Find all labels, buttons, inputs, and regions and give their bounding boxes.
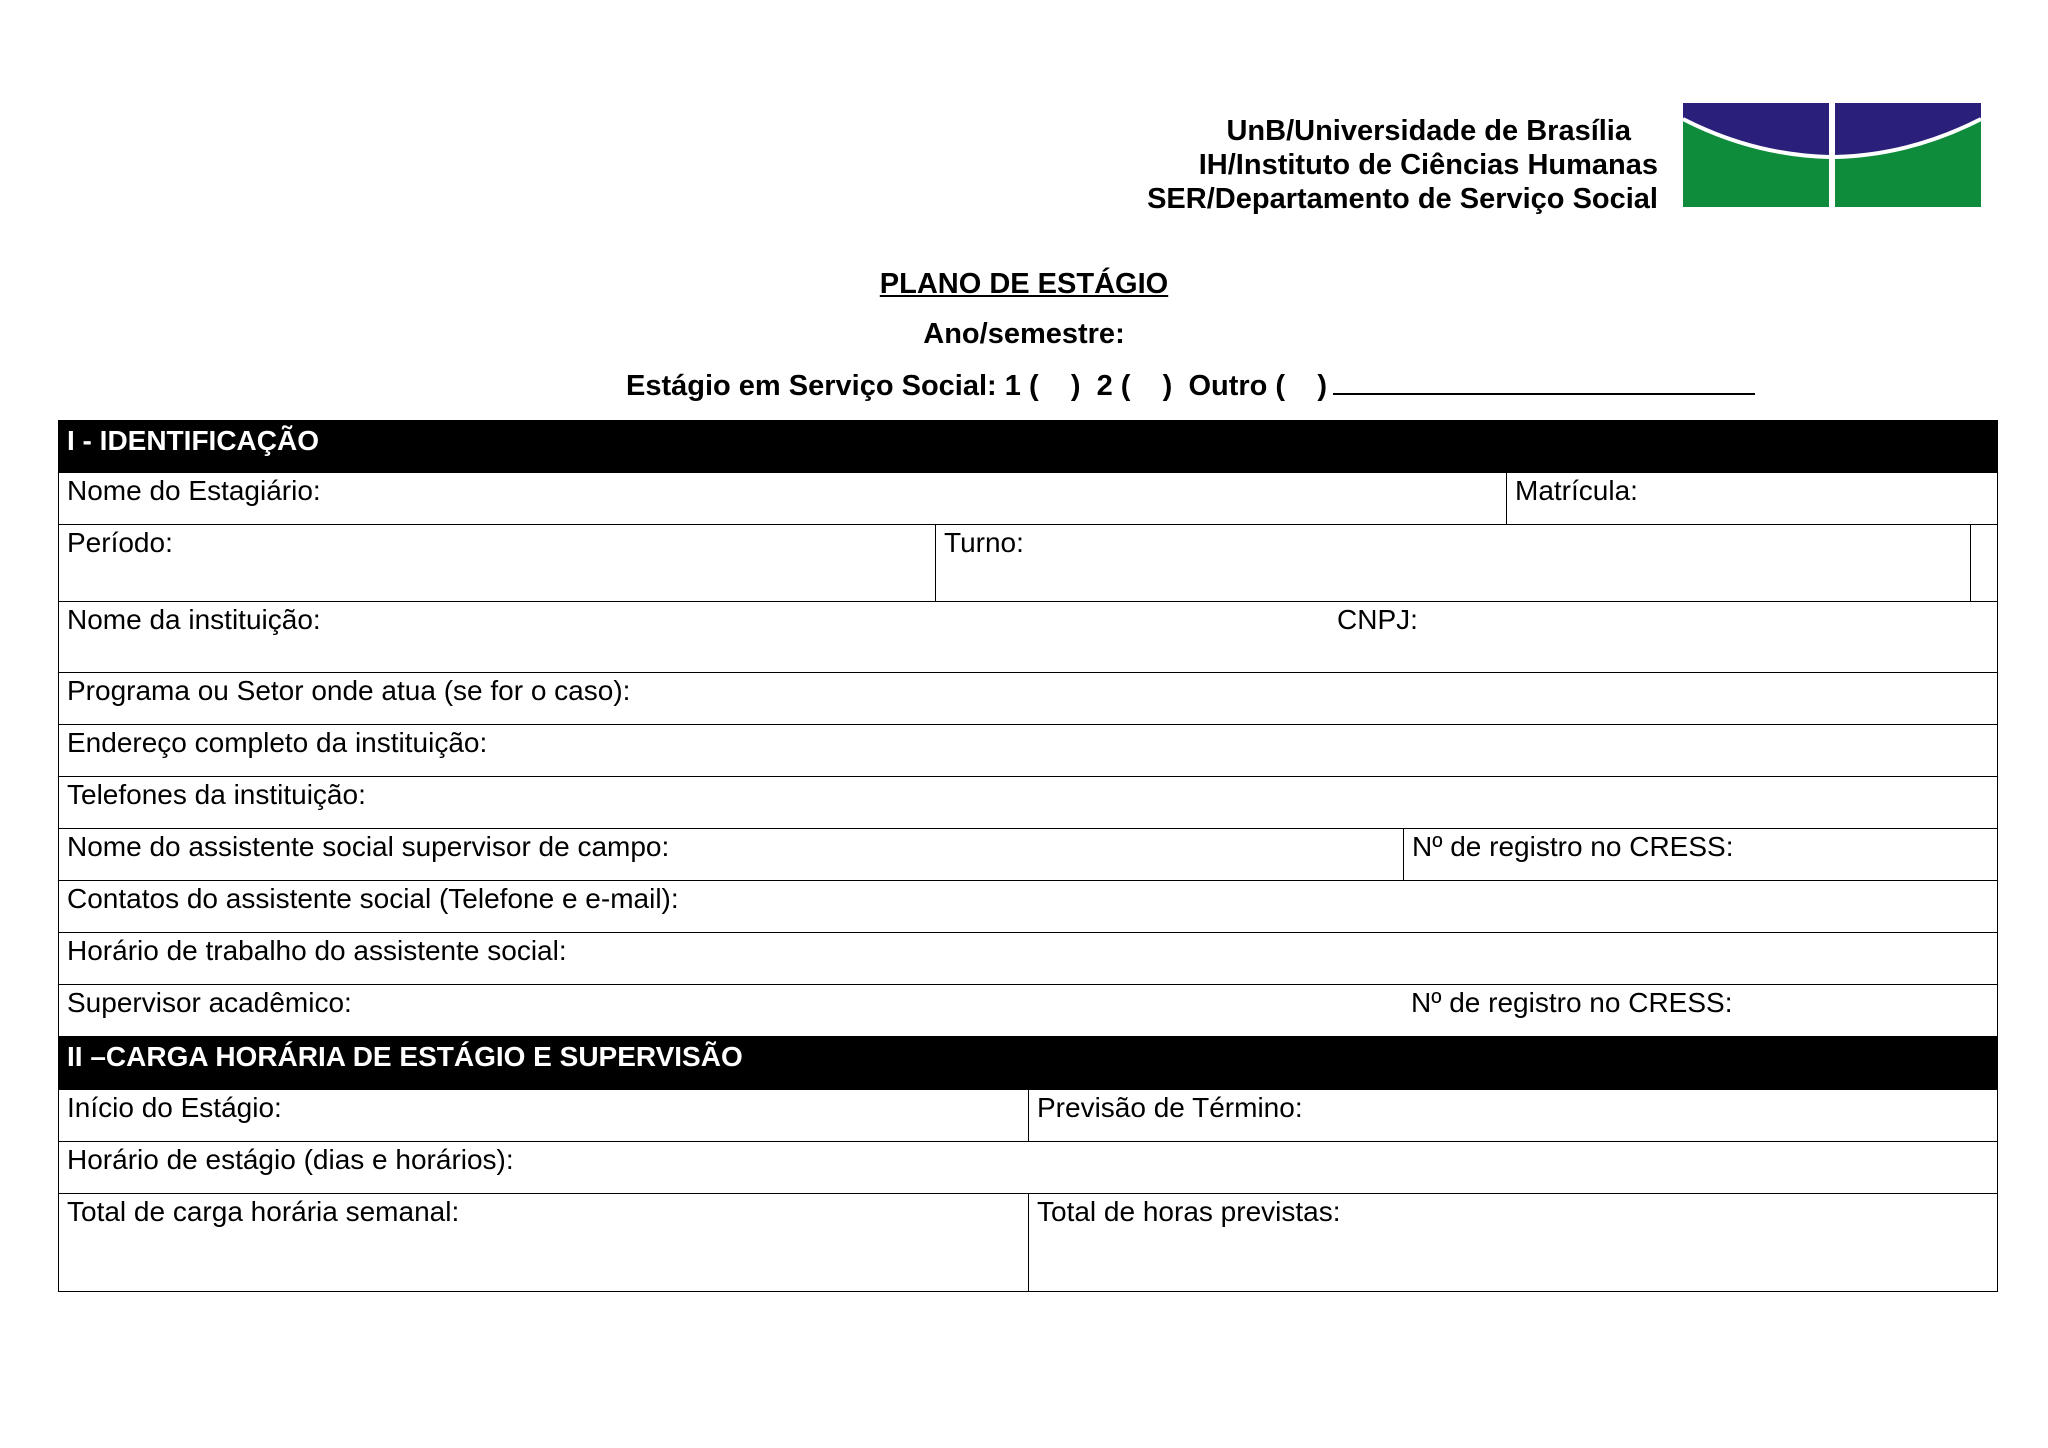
estagio-other-blank[interactable]	[1333, 369, 1755, 395]
telefones-field[interactable]: Telefones da instituição:	[67, 779, 366, 810]
row-endereco	[59, 725, 1997, 777]
row-instituicao	[59, 602, 1997, 673]
section-identificacao-title: I - IDENTIFICAÇÃO	[67, 425, 319, 456]
total-horas-previstas-field[interactable]: Total de horas previstas:	[1028, 1194, 1997, 1291]
endereco-field[interactable]: Endereço completo da instituição:	[67, 727, 488, 758]
row-inicio-termino	[59, 1090, 1997, 1142]
row-assistente	[59, 829, 1997, 881]
row-horario-estagio	[59, 1142, 1997, 1194]
nome-estagiario-field[interactable]: Nome do Estagiário:	[67, 475, 321, 506]
estagio-type-label: Estágio em Serviço Social: 1 ( ) 2 ( ) Outro ( )	[626, 370, 1327, 402]
row-periodo-turno	[59, 525, 1997, 602]
horario-estagio-field[interactable]: Horário de estágio (dias e horários):	[67, 1144, 514, 1175]
header-line-department: SER/Departamento de Serviço Social	[1147, 183, 1658, 215]
page-title: PLANO DE ESTÁGIO	[879, 268, 1169, 300]
form-table	[58, 420, 1998, 1292]
turno-extra-cell	[1970, 525, 1997, 601]
row-contatos	[59, 881, 1997, 933]
horario-trabalho-field[interactable]: Horário de trabalho do assistente social:	[67, 935, 567, 966]
previsao-termino-field[interactable]: Previsão de Término:	[1028, 1090, 1997, 1141]
institution-header	[1147, 114, 1658, 216]
estagio-type-line	[626, 369, 1755, 403]
section-identificacao-header	[59, 421, 1997, 473]
row-programa	[59, 673, 1997, 725]
periodo-field[interactable]: Período:	[67, 527, 173, 558]
turno-field[interactable]: Turno:	[935, 525, 1970, 601]
registro-cress-supervisor-field[interactable]: Nº de registro no CRESS:	[1411, 987, 1733, 1018]
row-totais	[59, 1194, 1997, 1291]
total-carga-semanal-field[interactable]: Total de carga horária semanal:	[67, 1196, 460, 1227]
cnpj-field[interactable]: CNPJ:	[1337, 604, 1418, 635]
row-nome-estagiario	[59, 473, 1997, 525]
row-supervisor	[59, 985, 1997, 1037]
contatos-field[interactable]: Contatos do assistente social (Telefone e e-mail):	[67, 883, 679, 914]
registro-cress-field[interactable]: Nº de registro no CRESS:	[1403, 829, 1997, 880]
row-telefones	[59, 777, 1997, 829]
matricula-field[interactable]: Matrícula:	[1506, 473, 1997, 524]
nome-instituicao-field[interactable]: Nome da instituição:	[67, 604, 321, 635]
programa-field[interactable]: Programa ou Setor onde atua (se for o caso):	[67, 675, 631, 706]
supervisor-academico-field[interactable]: Supervisor acadêmico:	[67, 987, 352, 1018]
inicio-estagio-field[interactable]: Início do Estágio:	[67, 1092, 282, 1123]
nome-assistente-field[interactable]: Nome do assistente social supervisor de campo:	[67, 831, 670, 862]
header-line-institute: IH/Instituto de Ciências Humanas	[1198, 149, 1658, 181]
ano-semestre-label: Ano/semestre:	[923, 318, 1125, 350]
section-carga-horaria-header	[59, 1037, 1997, 1090]
section-carga-horaria-title: II –CARGA HORÁRIA DE ESTÁGIO E SUPERVISÃO	[67, 1041, 743, 1072]
row-horario-trabalho	[59, 933, 1997, 985]
header-line-university: UnB/Universidade de Brasília	[1226, 115, 1631, 147]
unb-logo-icon	[1683, 103, 1981, 207]
